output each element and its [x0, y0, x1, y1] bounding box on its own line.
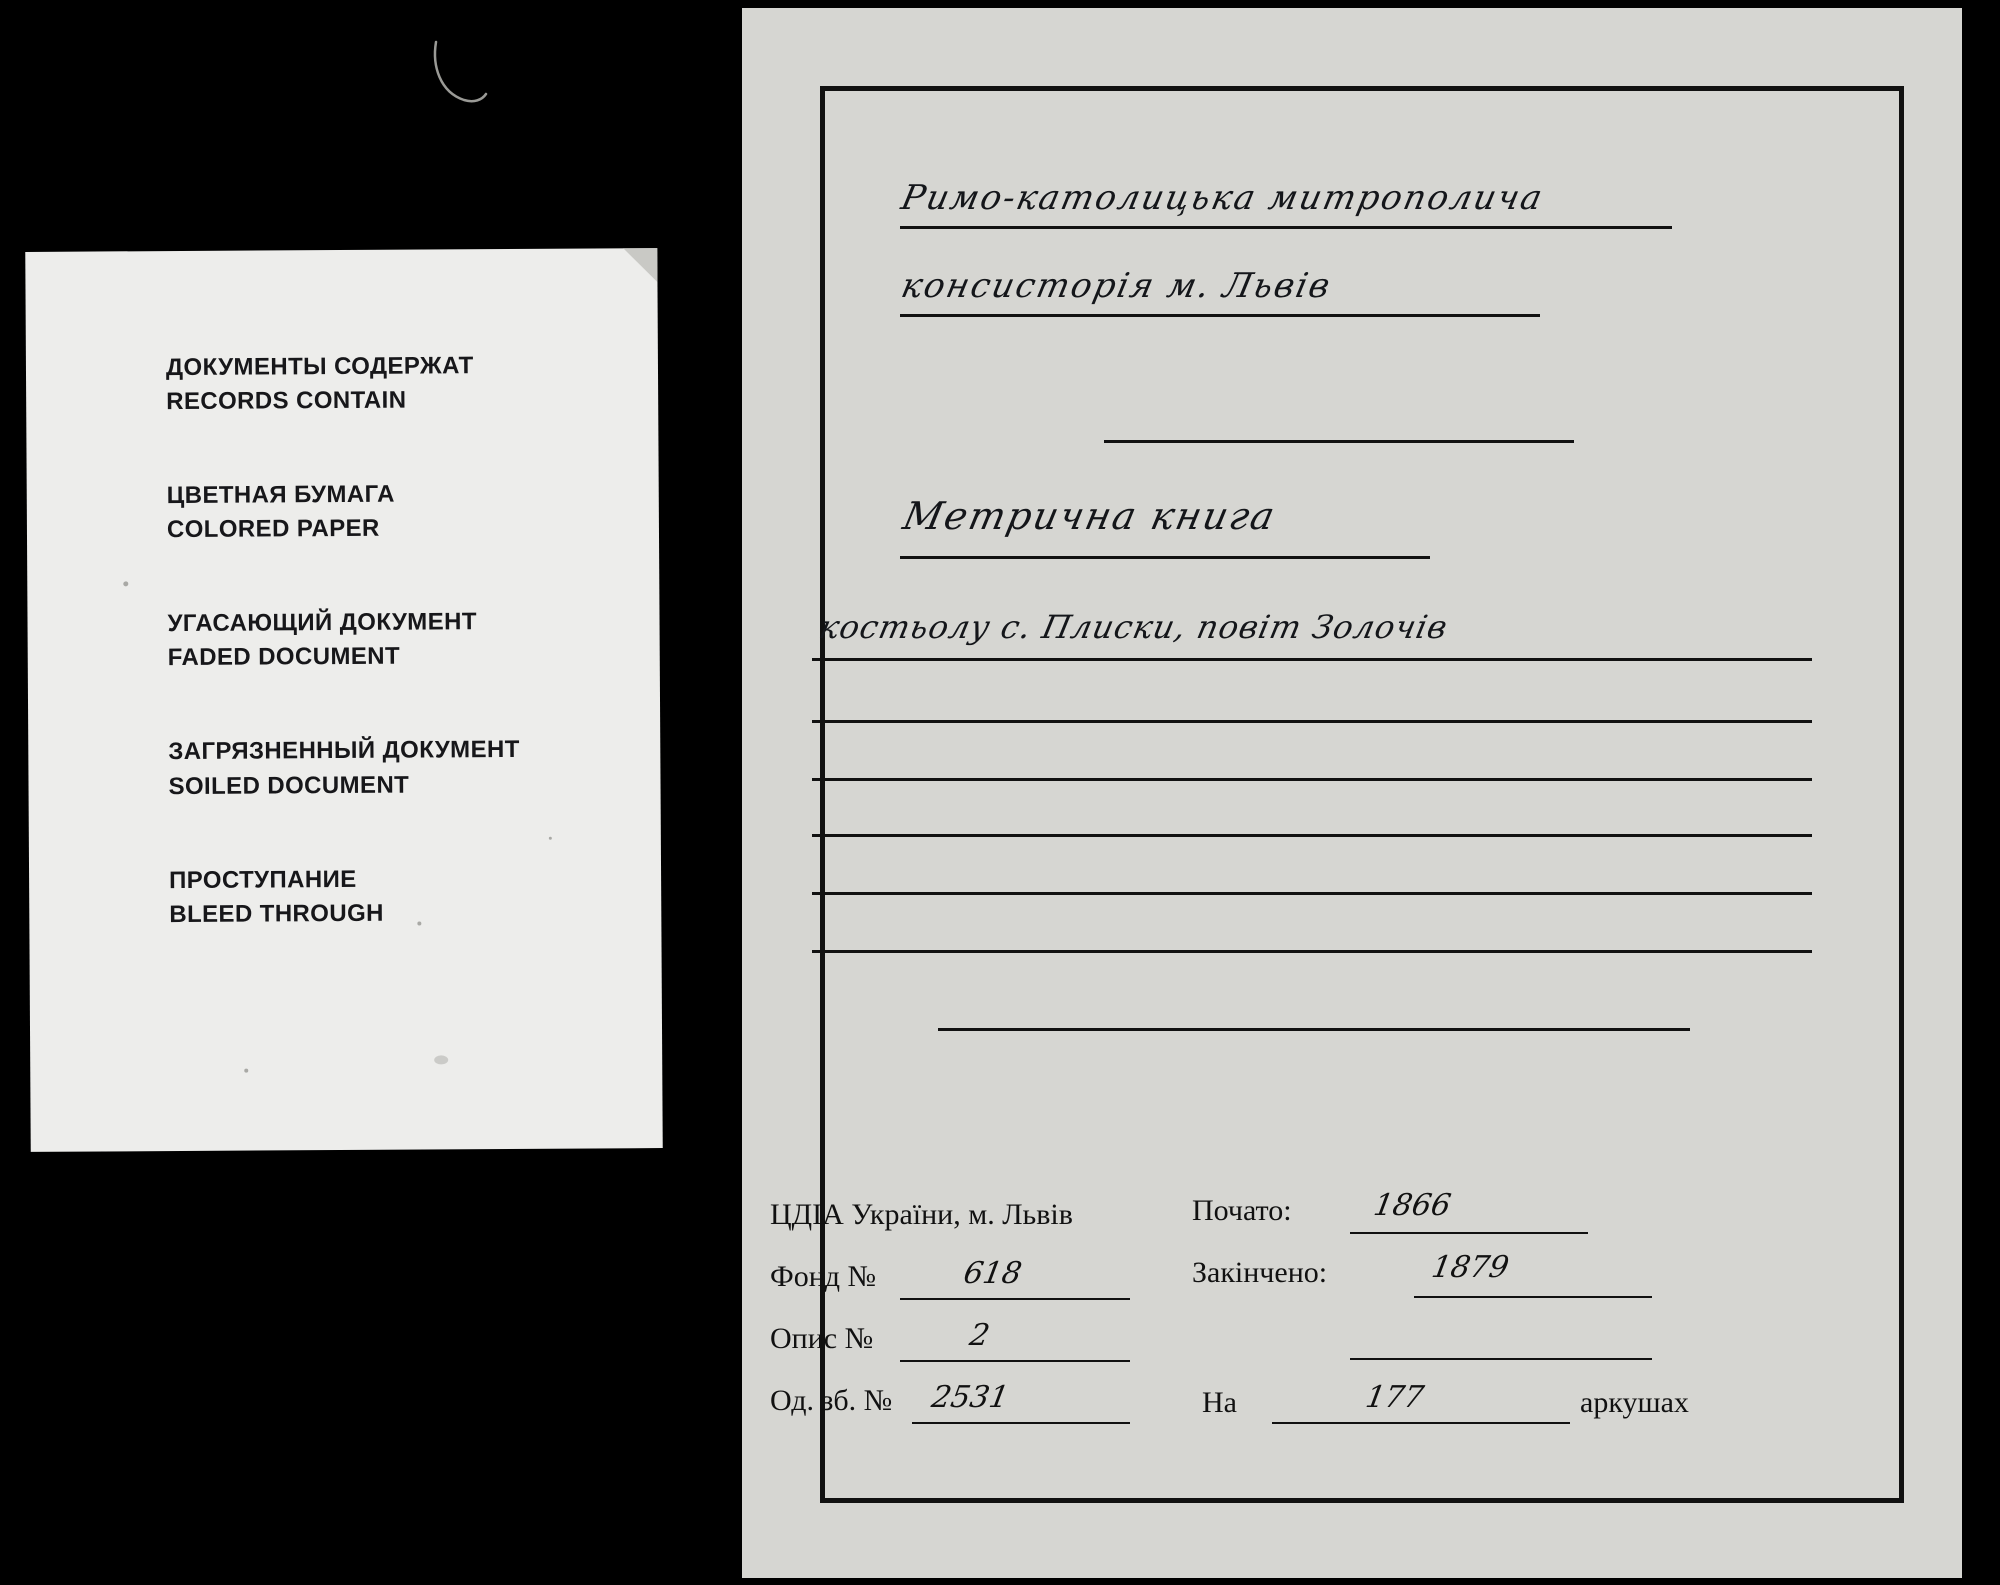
handwriting-institution-line1: Римо-католицька митрополича	[897, 178, 1548, 218]
notice-item-faded-document	[167, 605, 629, 676]
rule-blank-4	[812, 892, 1812, 895]
imprint-opys-label: Опис №	[770, 1322, 874, 1355]
rule-unit	[912, 1422, 1130, 1424]
rule-institution-line2	[900, 314, 1540, 317]
imprint-sheets-suffix: аркушах	[1580, 1386, 1689, 1419]
rule-opys	[900, 1360, 1130, 1362]
notice-line-ru: ДОКУМЕНТЫ СОДЕРЖАТ	[165, 352, 474, 382]
handwriting-document-subject: костьолу с. Плиски, повіт Золочів	[815, 608, 1452, 646]
paper-speck	[123, 581, 128, 586]
notice-item-soiled-document	[168, 733, 630, 804]
rule-document-subject	[812, 658, 1812, 661]
handwriting-document-title: Метрична книга	[899, 494, 1281, 538]
imprint-archive-name: ЦДІА України, м. Львів	[770, 1198, 1073, 1231]
notice-line-en: SOILED DOCUMENT	[168, 771, 410, 800]
imprint-opys-value: 2	[966, 1318, 993, 1353]
notice-line-en: FADED DOCUMENT	[167, 643, 401, 672]
rule-institution-line1	[900, 226, 1672, 229]
imprint-unit-label: Од. зб. №	[770, 1384, 893, 1417]
notice-line-en: RECORDS CONTAIN	[166, 386, 407, 416]
rule-blank-2	[812, 778, 1812, 781]
condition-notice-list	[166, 348, 632, 992]
paper-speck	[244, 1069, 248, 1073]
notice-line-ru: УГАСАЮЩИЙ ДОКУМЕНТ	[167, 608, 477, 638]
rule-blank-3	[812, 834, 1812, 837]
notice-line-en: BLEED THROUGH	[169, 899, 384, 928]
notice-line-en: COLORED PAPER	[166, 515, 380, 544]
rule-finished	[1414, 1296, 1652, 1298]
imprint-sheets-value: 177	[1362, 1380, 1427, 1415]
notice-item-records-contain	[166, 348, 628, 419]
rule-started	[1350, 1232, 1588, 1234]
imprint-fond-label: Фонд №	[770, 1260, 877, 1293]
rule-blank-1	[812, 720, 1812, 723]
notice-line-ru: ПРОСТУПАНИЕ	[169, 865, 357, 894]
rule-blank-imprint	[1350, 1358, 1652, 1360]
rule-blank-short	[1104, 440, 1574, 443]
rule-blank-5	[812, 950, 1812, 953]
imprint-started-value: 1866	[1370, 1188, 1454, 1223]
imprint-started-label: Почато:	[1192, 1194, 1292, 1227]
hair-artifact	[430, 40, 490, 110]
notice-item-colored-paper	[167, 476, 629, 547]
imprint-fond-value: 618	[960, 1256, 1025, 1291]
imprint-sheets-prefix: На	[1202, 1386, 1237, 1419]
condition-notice-sheet	[25, 248, 662, 1152]
paper-smudge	[434, 1055, 448, 1064]
rule-blank-6	[938, 1028, 1690, 1031]
imprint-unit-value: 2531	[928, 1380, 1012, 1415]
imprint-finished-label: Закінчено:	[1192, 1256, 1328, 1289]
notice-item-bleed-through	[169, 861, 631, 932]
handwriting-institution-line2: консисторія м. Львів	[897, 266, 1336, 306]
rule-sheets	[1272, 1422, 1570, 1424]
notice-line-ru: ЦВЕТНАЯ БУМАГА	[166, 480, 395, 510]
imprint-finished-value: 1879	[1428, 1250, 1512, 1285]
rule-fond	[900, 1298, 1130, 1300]
notice-line-ru: ЗАГРЯЗНЕННЫЙ ДОКУМЕНТ	[168, 736, 520, 766]
rule-document-title	[900, 556, 1430, 559]
archival-folder-cover	[742, 8, 1962, 1578]
